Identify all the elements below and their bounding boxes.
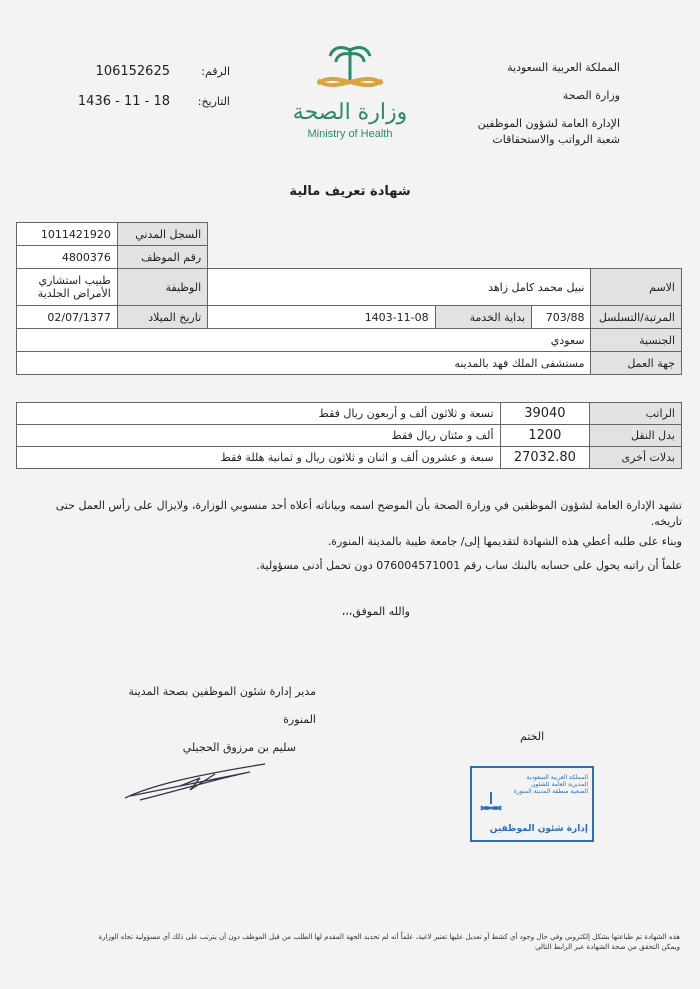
other-allowances-label: بدلات أخرى (590, 447, 682, 469)
table-row (17, 246, 682, 269)
ministry-logo (290, 40, 410, 150)
table-row (17, 425, 682, 447)
ministry-name: وزارة الصحة (562, 89, 620, 102)
transport-label: بدل النقل (590, 425, 682, 447)
date-label: التاريخ: (197, 94, 230, 108)
name-label: الاسم (591, 269, 682, 306)
logo-arabic-text: وزارة الصحة (292, 100, 408, 125)
rank-value: 703/88 (532, 306, 591, 329)
kingdom-name: المملكة العربية السعودية (507, 61, 620, 74)
signature-icon (120, 756, 270, 806)
name-value: نبيل محمد كامل زاهد (208, 269, 591, 306)
bank-paragraph: علماً أن راتبه يحول على حسابه بالبنك ساب رقم 076004571001 دون تحمل أدنى مسؤولية. (256, 559, 682, 572)
stamp-text-bottom: إدارة شئون الموظفين (489, 824, 588, 834)
footer-note (10, 932, 680, 952)
service-start-value: 1403-11-08 (208, 306, 435, 329)
signer-block (96, 678, 316, 762)
transport-value: 1200 (500, 425, 590, 447)
job-value: طبيب استشاري الأمراض الجلدية (17, 269, 118, 306)
workplace-label: جهة العمل (591, 352, 682, 375)
rank-label: المرتبة/التسلسل (591, 306, 682, 329)
table-row (17, 447, 682, 469)
logo-english-text: Ministry of Health (307, 128, 393, 140)
signer-title: مدير إدارة شئون الموظفين بصحة المدينة المنورة (128, 685, 316, 726)
salary-label: الراتب (590, 403, 682, 425)
ministry-header (390, 60, 620, 148)
certification-paragraph: تشهد الإدارة العامة لشؤون الموظفين في وزارة الصحة بأن الموضح اسمه وبياناته أعلاه أحد منسوبي الوزارة، ولايزال على رأس العمل حتى تاريخه. (55, 499, 682, 528)
date-value: 1436 - 11 - 18 (77, 93, 170, 109)
workplace-value: مستشفى الملك فهد بالمدينه (17, 352, 591, 375)
birth-date-label: تاريخ الميلاد (117, 306, 207, 329)
employee-info-table (16, 222, 682, 375)
table-row (17, 306, 682, 329)
palm-logo-icon (290, 40, 410, 100)
department-name: الإدارة العامة لشؤون الموظفين (477, 117, 620, 130)
table-row (17, 352, 682, 375)
reference-block (40, 56, 230, 116)
number-label: الرقم: (201, 64, 230, 78)
employee-number-value: 4800376 (17, 246, 118, 269)
footer-line-1: هذه الشهادة تم طباعتها بشكل إلكتروني وفي حال وجود أي كشط أو تعديل عليها تعتبر لاغية، علماً أنه لم تحديد الجهة المقدم لها الطلب من قبل الموظف دون أن يترتب على ذلك أي مسؤولية تجاه الوزارة (98, 933, 680, 941)
stamp-logo-icon (478, 790, 504, 816)
employee-number-label: رقم الموظف (117, 246, 207, 269)
other-allowances-value: 27032.80 (500, 447, 590, 469)
purpose-paragraph: وبناء على طلبه أعطي هذه الشهادة لتقديمها إلى/ جامعة طيبة بالمدينة المنورة. (327, 535, 682, 548)
table-row (17, 223, 682, 246)
stamp-label: الختم (520, 730, 545, 743)
job-label: الوظيفة (117, 269, 207, 306)
salary-value: 39040 (500, 403, 590, 425)
reference-date-row (40, 86, 230, 116)
table-row (17, 269, 682, 306)
salary-words: تسعة و ثلاثون ألف و أربعون ريال فقط (17, 403, 501, 425)
transport-words: ألف و مئتان ريال فقط (17, 425, 501, 447)
signer-name: سليم بن مرزوق الحجيلي (182, 741, 296, 754)
civil-value: 1011421920 (17, 223, 118, 246)
nationality-value: سعودي (17, 329, 591, 352)
stamp-text-top: المملكة العربية السعودية المديرية العامة للشئون الصحية منطقة المدينة المنورة (513, 774, 588, 795)
civil-label: السجل المدني (117, 223, 207, 246)
section-name: شعبة الرواتب والاستحقاقات (492, 133, 620, 146)
table-row (17, 329, 682, 352)
number-value: 106152625 (95, 63, 170, 79)
document-title: شهادة تعريف مالية (289, 184, 411, 199)
reference-number-row (40, 56, 230, 86)
birth-date-value: 02/07/1377 (17, 306, 118, 329)
salary-table (16, 402, 682, 469)
nationality-label: الجنسية (591, 329, 682, 352)
official-stamp (470, 766, 594, 842)
other-allowances-words: سبعة و عشرون ألف و اثنان و ثلاثون ريال و ثمانية هللة فقط (17, 447, 501, 469)
closing-text: والله الموفق،،، (341, 605, 410, 618)
service-start-label: بداية الخدمة (435, 306, 531, 329)
table-row (17, 403, 682, 425)
footer-line-2: ويمكن التحقق من صحة الشهادة عبر الرابط التالي (535, 943, 680, 951)
